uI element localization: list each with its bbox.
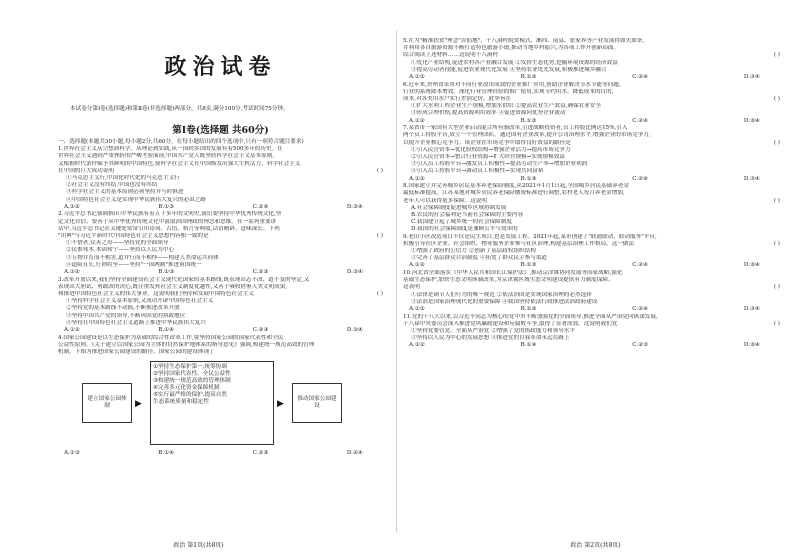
question-stem-line: 基础生态保护,加快生态文明体制改革,为京津冀区域生态文明建设提供有力制度保障。 <box>403 277 614 284</box>
diagram-left-box: 建立国家公园体制 <box>82 383 132 423</box>
question-block <box>58 211 383 276</box>
answer-bracket: ( ) <box>376 167 383 174</box>
diagram-right-box: 推动国家公园建设 <box>292 383 342 423</box>
question-option: ④引入员工持股平台→调动员工积极性→实现共同富裕 <box>411 168 544 175</box>
question-stem-line: 积极引导社区企业、社会组织、物业服务企业参与社区治理,构建基层治理工作格局。这一做法 ( ) <box>403 240 780 247</box>
answer-choice: A.①③ <box>64 450 80 457</box>
question-block <box>403 183 780 233</box>
answer-bracket: ( ) <box>773 52 780 59</box>
question-stem-line: 以提升企业核心竞争力。该企业在市场竞争中取得良好效益的路径是 ( ) <box>403 139 780 146</box>
answer-choice: A.①② <box>64 203 80 210</box>
question-block <box>58 277 383 335</box>
answer-choice: A.①② <box>64 269 80 276</box>
question-option: B.农民的社会福利是当前社会保障的主要内容 <box>411 212 524 219</box>
path-diagram <box>58 359 383 447</box>
answer-choice: A.①② <box>409 342 425 349</box>
answer-choice: B.①③ <box>520 175 537 182</box>
diagram-item: ①坚持生态保护第一,统筹协调 <box>153 364 227 371</box>
question-option: ①增强了政府的公信力 ②创新了基层政权组织结构 <box>411 248 536 255</box>
arrow-right-icon: ▶ <box>135 399 142 410</box>
question-block <box>58 335 383 458</box>
footer-left: 政治 第1页(共8页) <box>173 542 224 549</box>
question-option: ①引入民营资本→优化股权结构→增强企业活力→提高市场竞争力 <box>411 146 571 153</box>
question-option: ③法治是国家治理现代化的重要保障 ④我国坚持依法行政推进法治政府建设 <box>411 298 598 305</box>
question-option: ①坚持党要管党、全面从严治党 ②增强了党的执政能力和领导水平 <box>411 328 575 335</box>
answer-choice: D.③④ <box>743 117 760 124</box>
answer-choice: B.①③ <box>520 306 537 313</box>
question-option: ③万物并育而不相害,道并行而不相悖——构建人类命运共同体 <box>66 254 219 261</box>
question-option: C.我国建立起了城乡统一的社会保障制度 <box>411 219 512 226</box>
diagram-item: ②坚持国家代表性、全民公益性 <box>153 371 231 378</box>
answer-choice: A.①② <box>64 327 80 334</box>
answer-choice: D.③④ <box>346 269 363 276</box>
answer-choice: D.③④ <box>743 306 760 313</box>
question-option: D.我国的社会保障制度是兼顾公平与效率的 <box>411 226 518 233</box>
question-stem-line: 表现出大胆试、勇敢改的决心,既注重发挥社会主义制度优越性,又善于吸收借鉴人类文明成果, <box>58 283 288 290</box>
right-question-list <box>403 38 780 350</box>
answer-choice: A.①② <box>409 306 425 313</box>
question-stem-line: 6.近年来,贵州省采用对不同行业改用成效的企业推广应用,帮助企业解决节水节能等问题, <box>403 81 621 88</box>
answer-choice: B.①③ <box>520 117 537 124</box>
question-stem-line: 在中国的巨大成功说明 ( ) <box>58 167 383 174</box>
question-stem-line: 8.国家建立并完善城乡居民基本养老保险制度,从2021年1月1日起,全国城乡居民基础养老金 <box>403 183 630 190</box>
question-stem-line: 4.国家公园建设是以生态保护为基础的综合性改革工作,要坚持国家公园的国家代表性和全民 <box>58 334 284 341</box>
question-stem-line: 两个员工持股平台,成立一个管理团队。通过国有企业改革,提升公司治理水平,增强企业的市场竞争力, <box>403 132 651 139</box>
question-option: ③坚持以人民为中心的发展思想 ④推进党的自我革命永远在路上 <box>411 335 570 342</box>
answer-choice: A.①② <box>409 175 425 182</box>
question-stem-line: 机制。下图为推进国家公园建设的路径。国家公园的建设体现了 <box>58 349 215 356</box>
answer-bracket: ( ) <box>773 197 780 204</box>
answer-choice: D.②④ <box>346 450 363 457</box>
question-option: ③提高劳动者技能,促进农业现代化发展 ④坚持农业优先发展,积极推进城乡融合 <box>411 66 607 73</box>
answer-choice: C.②③ <box>632 342 649 349</box>
arrow-right-icon: ▶ <box>277 399 284 410</box>
diagram-item: ④完善多元化资金保障机制 <box>153 385 220 392</box>
answer-choice: D.③④ <box>743 74 760 81</box>
question-stem-line: 7.某省市一家国有大型企业启动混合所有制改革,引进战略投资者,员工持股比例达15%,引入 <box>403 125 628 132</box>
answer-choices <box>58 269 383 277</box>
diagram-middle-box <box>150 361 274 445</box>
question-option: ④坚持在中国特色社会主义道路上推进中华民族伟大复兴 <box>66 319 206 326</box>
section-heading: 第Ⅰ卷(选择题 共60分) <box>172 125 269 136</box>
question-stem-line: 综合阅读上述材料……这说明十八洞村 ( ) <box>403 52 780 59</box>
question-option: ③科学社会主义的基本原则必须坚持并与时俱进 <box>66 189 184 196</box>
question-block <box>403 125 780 183</box>
answer-choices <box>403 306 780 314</box>
answer-choice: C.②④ <box>632 74 649 81</box>
question-stem-line: 成本,对各类用水户实行差别定价。此举旨在 ( ) <box>403 96 780 103</box>
answer-choices <box>403 74 780 82</box>
question-stem-line: 老年人可以获得更多保障。这说明 ( ) <box>403 197 780 204</box>
question-option: ④道阻且长,行则将至——坚持"一国两制"推进祖国统一 <box>66 261 202 268</box>
answer-choice: C.②③ <box>252 450 269 457</box>
question-stem-line: 11.党的十八大以来,以习近平同志为核心的党中央不断加强党的全面领导,推进全面从严治党向纵深发展, <box>403 313 658 320</box>
question-stem-line: 1.世界社会主义从空想到科学、从理论到实践,从一国到多国的发展有着500多年的历史。在 <box>58 146 283 153</box>
question-stem-line: 10.河北省全面落实《中华人民共和国长江保护法》,推动京津冀协同发展等国家战略,强化 <box>403 270 623 277</box>
question-option: ②民惟邦本,本固邦宁——坚持以人民为中心 <box>66 247 175 254</box>
question-block <box>403 270 780 314</box>
question-option: ①不惜者,众善之母——坚持党的全面领导 <box>66 240 169 247</box>
question-stem-line: 行业的系统降本增效。深化行业管理经验的推广使用,实现节约用水、降低成本的目的, <box>403 88 614 95</box>
answer-choice: B.①③ <box>520 262 537 269</box>
answer-choice: C.②③ <box>252 327 269 334</box>
answer-bracket: ( ) <box>376 291 383 298</box>
question-option: ②坚持党的基本路线不动摇,不断推进改革开放 <box>66 305 180 312</box>
answer-choice: D.③④ <box>743 342 760 349</box>
question-stem-line: 定文化自信。要善于从中华优秀传统文化中汲取治国理政的理念和思维。在一系列重要讲 <box>58 218 277 225</box>
answer-choices <box>58 327 383 335</box>
right-column <box>397 0 794 554</box>
choice-intro: 一、选择题(本题共30小题,每小题2分,共60分。在每小题给出的四个选项中,只有一项符合题目要求) <box>58 139 304 145</box>
answer-bracket: ( ) <box>376 233 383 240</box>
question-stem-line: "用典"与习近平新时代中国特色社会主义思想内容相一致的是 ( ) <box>58 233 383 240</box>
answer-choice: C.②③ <box>252 269 269 276</box>
answer-choices <box>403 176 780 184</box>
question-option: ①法律是调节人们行为的唯一规范 ②依法治国是实现国家治理的必然选择 <box>411 291 592 298</box>
question-option: A.社会保障制度促进城乡区域协调发展 <box>411 204 507 211</box>
question-block <box>403 234 780 270</box>
exam-notice: 本试卷分第Ⅰ卷(选择题)和第Ⅱ卷(非选择题)两部分。共8页,满分100分,考试时间75分钟。 <box>70 106 289 112</box>
answer-choice: C.②④ <box>252 203 269 210</box>
question-stem-line: 5.在为"精准扶贫"理念"首倡地"、十八洞村脱贫模式、湘西、南县、张家界等产业发展得如火如荼, <box>403 38 645 44</box>
question-block <box>58 146 383 211</box>
diagram-item: ⑤实行最严格的保护,提高自然 <box>153 392 227 399</box>
question-block <box>403 38 780 82</box>
answer-choice: C.②④ <box>632 175 649 182</box>
question-option: ①扩大水利工程企业生产规模,增加水供给 ②提高农业生产效益,确保农业安全 <box>411 103 601 110</box>
question-stem-line: 又根据时代条件赋予其鲜明的中国特色,使科学社会主义在中国焕发出强大生机活力。科学社会主义 <box>58 160 301 167</box>
question-stem-line: 这表明 ( ) <box>403 284 780 291</box>
question-option: ③完善了基层群众自治制度 ④拓宽了群众民主参与渠道 <box>411 255 548 262</box>
answer-choice: B.①③ <box>158 269 175 276</box>
left-question-list <box>58 146 383 458</box>
question-stem-line: 十八届中央委员会深入推进党风廉政建设和反腐败斗争,取得了显著成效。这说明我们党 ( ) <box>403 320 780 327</box>
question-stem-line: 公益性原则。《关于建立以国家公园为主体的自然保护地体系的指导意见》强调,构建统一规范高效的管理 <box>58 341 315 348</box>
answer-choice: D.③④ <box>743 262 760 269</box>
question-option: ①优化产业结构,促进农村各产业融合发展 ②发挥生态优势,挖掘环境资源的经济效益 <box>411 59 618 66</box>
question-option: ②社会主义没有终结,中国也没有终结 <box>66 182 158 189</box>
question-option: ③引入员工持股平台→激发员工积极性→提高劳动生产率→增加企业利润 <box>411 161 588 168</box>
answer-bracket: ( ) <box>773 284 780 291</box>
question-block <box>403 82 780 126</box>
answer-choice: C.②④ <box>632 306 649 313</box>
answer-bracket: ( ) <box>773 240 780 247</box>
question-block <box>403 314 780 350</box>
answer-choice: A.①② <box>409 117 425 124</box>
diagram-item: 生态系统质量和稳定性 <box>153 399 209 406</box>
question-stem-line: 和推进中国特色社会主义的伟大事业。这说明我们坚持和发展中国特色社会主义 ( ) <box>58 291 383 298</box>
question-stem-line: 最低标准提高。江苏某地对城乡居民养老保险缴费标准进行调整,农村老人每月养老金增加, <box>403 190 625 197</box>
answer-choice: B.①③ <box>158 203 175 210</box>
question-stem-line: 3.改革开放以来,我们坚持全面建设社会主义现代化国家的基本路线,既表现出志不改、道不变的坚定,又 <box>58 276 310 283</box>
answer-bracket: ( ) <box>773 96 780 103</box>
answer-choice: C.②④ <box>632 117 649 124</box>
answer-choice: B.①④ <box>158 450 175 457</box>
question-option: ①坚持科学社会主义基本原则,又成功开辟中国特色社会主义 <box>66 298 214 305</box>
answer-choice: D.③④ <box>743 175 760 182</box>
answer-choice: B.①③ <box>520 74 537 81</box>
answer-bracket: ( ) <box>773 139 780 146</box>
exam-title: 政治试卷 <box>164 54 277 80</box>
footer-right: 政治 第2页(共8页) <box>570 542 621 549</box>
answer-choice: C.②④ <box>632 262 649 269</box>
answer-choice: D.③④ <box>346 203 363 210</box>
question-stem-line: 世界社会主义遇到严重挫折的严峻考验面前,中国共产党人既坚持科学社会主义基本原则, <box>58 153 275 160</box>
answer-choice: D.③④ <box>346 327 363 334</box>
question-option: ③坚持中国共产党的领导,不断巩固党的执政地位 <box>66 312 186 319</box>
question-stem-line: 并利用各自旅游资源不断打造特色旅游小镇,推动当地乡村振兴,为各项工作开创新局面。 <box>403 45 620 52</box>
answer-choices <box>58 204 383 212</box>
diagram-item: ③构建统一规范高效的管理体制 <box>153 378 231 385</box>
question-stem-line: 话中,习近平总书记在关键处常常引用诗词、古语、格言等典故,话语精辟、意味深长。下列 <box>58 225 280 232</box>
answer-bracket: ( ) <box>773 320 780 327</box>
question-option: ④中国特色社会主义是实现中华民族伟大复兴的必由之路 <box>66 196 206 203</box>
answer-choices <box>403 118 780 126</box>
question-option: ③形成合理价格,提高资源利用效率 ④促进资源向优势企业流动 <box>411 110 566 117</box>
answer-choice: A.①② <box>409 262 425 269</box>
answer-choices <box>403 342 780 350</box>
question-stem-line: 9.老旧小区改造项目不仅是民生项目,也是发展工程。2021年起,某市创建了"联通联动、联动服务"平台, <box>403 233 657 240</box>
answer-choice: B.①④ <box>520 342 537 349</box>
question-option: ①马克思主义行,中国化时代化的马克思主义行 <box>66 175 180 182</box>
answer-choices <box>58 450 383 458</box>
answer-choice: A.①② <box>409 74 425 81</box>
answer-choices <box>403 262 780 270</box>
question-option: ②引入民营资本→整合行业资源→扩大经营规模→实现规模效益 <box>411 154 565 161</box>
question-stem-line: 2.习近平总书记强调指出:中华民族有着五千多年的文明史,我们要坚持中华优秀传统文化,坚 <box>58 211 282 218</box>
answer-choice: B.①④ <box>158 327 175 334</box>
